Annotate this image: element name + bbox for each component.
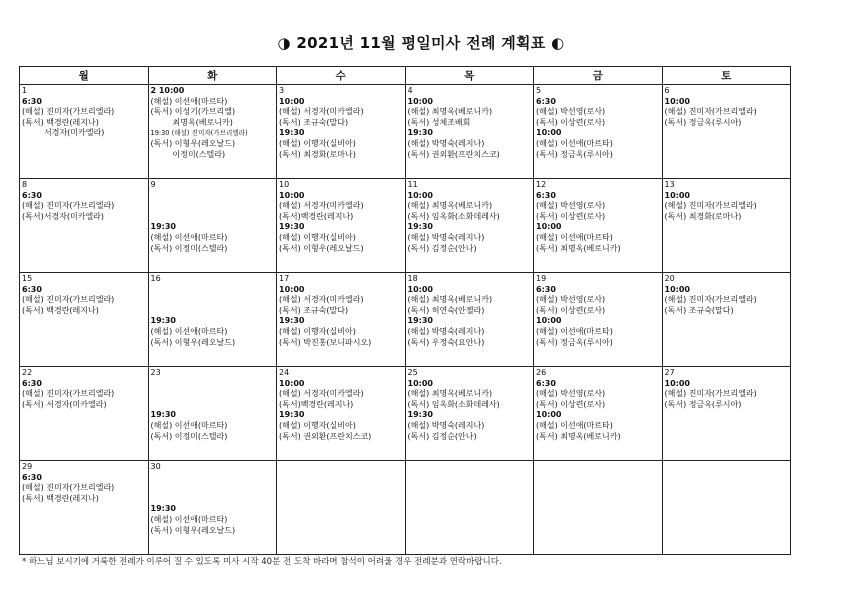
assignment-line: (해설) 이행자(실비아) <box>279 232 356 242</box>
day-number: 17 <box>279 274 290 283</box>
assignment-line: (독서) 정금옥(루시아) <box>536 337 613 347</box>
mass-time: 10:00 <box>407 96 433 106</box>
assignment-line: (독서) 이정미(스텔라) <box>150 243 228 253</box>
mass-time: 6:30 <box>22 284 42 294</box>
assignment-line: (독서) 김정순(안나) <box>407 431 477 441</box>
day-cell <box>534 179 663 273</box>
mass-time: 10:00 <box>536 128 562 138</box>
spacer <box>151 494 275 505</box>
assignment-line: (해설) 서경자(미카엘라) <box>279 201 364 211</box>
assignment-line: (독서) 이정미(스텔라) <box>150 431 228 441</box>
assignment-line: (해설) 박명숙(레지나) <box>407 232 485 242</box>
day-cell <box>534 273 663 367</box>
mass-time: 19:30 <box>150 316 176 326</box>
mass-time: 6:30 <box>22 472 42 482</box>
week-row <box>20 179 791 273</box>
mass-time: 19:30 <box>279 316 305 326</box>
mass-time: 10:00 <box>279 378 305 388</box>
mass-time: 10:00 <box>664 284 690 294</box>
assignment-line: (해설) 최명옥(베로니카) <box>407 295 493 305</box>
day-cell <box>534 367 663 461</box>
assignment-line: (해설) 박선영(로사) <box>536 107 606 117</box>
mass-time: 10:00 <box>279 96 305 106</box>
assignment-line: (해설) 진미자(가브리엘라) <box>22 295 115 305</box>
mass-time: 10:00 <box>407 284 433 294</box>
mass-time: 10:00 <box>279 284 305 294</box>
assignment-line: (해설) 이선애(마르타) <box>150 232 228 242</box>
day-cell <box>534 461 663 555</box>
assignment-line: (해설) 박선영(로사) <box>536 201 606 211</box>
mass-time: 6:30 <box>22 190 42 200</box>
mass-time: 6:30 <box>536 284 556 294</box>
weekday-thu: 목 <box>405 67 534 85</box>
day-cell <box>148 367 277 461</box>
week-row <box>20 367 791 461</box>
assignment-line: (독서) 이형우(레오날드) <box>279 243 364 253</box>
assignment-line: (해설) 서경자(미카엘라) <box>279 389 364 399</box>
assignment-line: (해설) 서경자(미카엘라) <box>279 107 364 117</box>
day-number: 23 <box>150 368 161 377</box>
mass-time: 6:30 <box>536 96 556 106</box>
assignment-line: (해설) 이선애(마르타) <box>150 420 228 430</box>
day-cell <box>277 367 406 461</box>
day-cell <box>662 85 791 179</box>
day-cell <box>662 461 791 555</box>
footnote: * 하느님 보시기에 거룩한 전례가 이루어 질 수 있도록 미사 시작 40분 전 도착 바라며 참석이 어려울 경우 전례분과 연락바랍니다. <box>22 557 502 567</box>
day-number: 25 <box>407 368 418 377</box>
assignment-line: (독서) 서경자(미카엘라) <box>22 399 107 409</box>
weekday-fri: 금 <box>534 67 663 85</box>
mass-time: 10:00 <box>664 378 690 388</box>
spacer <box>151 483 275 494</box>
assignment-line: (해설) 이선애(마르타) <box>150 514 228 524</box>
spacer <box>151 212 275 223</box>
spacer <box>151 295 275 306</box>
week-row <box>20 85 791 179</box>
day-number: 11 <box>407 180 418 189</box>
assignment-line: 19:30 (해설) 진미자(가브리엘라) <box>150 129 248 138</box>
assignment-line: (독서) 조규숙(말다) <box>664 305 734 315</box>
day-cell <box>277 179 406 273</box>
spacer <box>151 473 275 484</box>
assignment-line: (해설) 이행자(실비아) <box>279 326 356 336</box>
day-cell <box>20 273 149 367</box>
assignment-line: (독서) 백경란(레지나) <box>22 305 99 315</box>
assignment-line: (해설) 진미자(가브리엘라) <box>22 107 115 117</box>
assignment-line: (독서)서경자(미카엘라) <box>22 211 105 221</box>
assignment-line: (독서) 백경란(레지나) <box>22 493 99 503</box>
weekday-wed: 수 <box>277 67 406 85</box>
assignment-line: (독서) 최경화(로마나) <box>664 211 742 221</box>
assignment-line: (독서) 권외환(프란치스코) <box>407 149 500 159</box>
assignment-line: (해설) 진미자(가브리엘라) <box>22 389 115 399</box>
day-number: 13 <box>664 180 675 189</box>
mass-time: 10:00 <box>536 410 562 420</box>
assignment-line: (독서) 이형우(레오날드) <box>150 337 236 347</box>
weekday-mon: 월 <box>20 67 149 85</box>
day-number: 10 <box>279 180 290 189</box>
assignment-line: 이정미(스텔라) <box>172 149 226 159</box>
assignment-line: (해설) 최명옥(베로니카) <box>407 107 493 117</box>
day-number: 26 <box>536 368 547 377</box>
assignment-line: (독서) 조규숙(말다) <box>279 305 349 315</box>
spacer <box>151 400 275 411</box>
assignment-line: (해설) 이선애(마르타) <box>150 326 228 336</box>
mass-time: 10:00 <box>407 378 433 388</box>
mass-time: 10:00 <box>664 96 690 106</box>
day-cell <box>277 85 406 179</box>
day-number: 1 <box>22 86 28 95</box>
mass-time: 10:00 <box>664 190 690 200</box>
mass-time: 10:00 <box>536 222 562 232</box>
day-cell <box>534 85 663 179</box>
day-number: 30 <box>150 462 161 471</box>
assignment-line: (해설) 진미자(가브리엘라) <box>664 389 757 399</box>
spacer <box>151 201 275 212</box>
mass-time: 6:30 <box>536 190 556 200</box>
mass-time: 6:30 <box>22 96 42 106</box>
assignment-line: (해설) 이선애(마르타) <box>150 96 228 106</box>
mass-time: 19:30 <box>279 410 305 420</box>
assignment-line: (독서) 조규숙(말다) <box>279 117 349 127</box>
assignment-line: (독서) 이상련(로사) <box>536 211 606 221</box>
day-number: 20 <box>664 274 675 283</box>
assignment-line: (독서) 백경란(레지나) <box>22 117 99 127</box>
weekday-tue: 화 <box>148 67 277 85</box>
day-number: 8 <box>22 180 28 189</box>
week-row <box>20 461 791 555</box>
day-number: 27 <box>664 368 675 377</box>
mass-time: 19:30 <box>150 222 176 232</box>
assignment-line: (독서) 이상련(로사) <box>536 117 606 127</box>
assignment-line: (해설) 최명옥(베로니카) <box>407 389 493 399</box>
assignment-line: (독서) 이상련(로사) <box>536 305 606 315</box>
day-number: 29 <box>22 462 33 471</box>
assignment-line: (독서) 최명옥(베로니카) <box>536 243 621 253</box>
assignment-line: (해설) 진미자(가브리엘라) <box>664 295 757 305</box>
day-cell <box>662 367 791 461</box>
day-cell <box>277 273 406 367</box>
mass-time: 6:30 <box>22 378 42 388</box>
assignment-line: (독서) 권외환(프란치스코) <box>279 431 372 441</box>
assignment-line: (독서) 성체조배회 <box>407 117 471 127</box>
assignment-line: (독서)백경란(레지나) <box>279 399 354 409</box>
spacer <box>151 389 275 400</box>
mass-time: 10:00 <box>279 190 305 200</box>
assignment-line: (독서) 이형우(레오날드) <box>150 525 236 535</box>
day-cell <box>148 85 277 179</box>
assignment-line: (독서) 임옥화(소화데레사) <box>407 399 500 409</box>
assignment-line: (해설) 최명옥(베로니카) <box>407 201 493 211</box>
assignment-line: (해설) 박명숙(레지나) <box>407 420 485 430</box>
day-number: 6 <box>664 86 670 95</box>
mass-time: 19:30 <box>407 222 433 232</box>
assignment-line: (독서) 최경화(로마나) <box>279 149 356 159</box>
assignment-line: (독서) 이성기(가브리엘) <box>150 107 236 117</box>
assignment-line: (독서) 박진홍(보니파시오) <box>279 337 372 347</box>
day-number: 12 <box>536 180 547 189</box>
mass-time: 19:30 <box>150 410 176 420</box>
day-cell <box>405 461 534 555</box>
assignment-line: (해설) 진미자(가브리엘라) <box>664 107 757 117</box>
mass-time: 6:30 <box>536 378 556 388</box>
day-number: 5 <box>536 86 542 95</box>
assignment-line: (독서)백경란(레지나) <box>279 211 354 221</box>
calendar-table <box>19 66 791 555</box>
mass-time: 19:30 <box>279 222 305 232</box>
spacer <box>151 191 275 202</box>
assignment-line: (독서) 허연숙(안젤라) <box>407 305 485 315</box>
assignment-line: (해설) 이선애(마르타) <box>536 138 613 148</box>
assignment-line: (해설) 이행자(실비아) <box>279 420 356 430</box>
day-cell <box>405 85 534 179</box>
assignment-line: (독서) 이상련(로사) <box>536 399 606 409</box>
day-number: 18 <box>407 274 418 283</box>
assignment-line: (독서) 정금옥(루시아) <box>536 149 613 159</box>
weekday-header-row <box>20 67 791 85</box>
mass-time: 2 10:00 <box>150 86 185 95</box>
assignment-line: (해설) 이선애(마르타) <box>536 232 613 242</box>
day-cell <box>148 461 277 555</box>
weekday-sat: 토 <box>662 67 791 85</box>
assignment-line: 최명옥(베로니카) <box>172 117 233 127</box>
day-number: 19 <box>536 274 547 283</box>
day-cell <box>20 85 149 179</box>
assignment-line: (독서) 이형우(레오날드) <box>150 138 236 148</box>
mass-time: 19:30 <box>279 128 305 138</box>
spacer <box>151 379 275 390</box>
week-row <box>20 273 791 367</box>
assignment-line: (독서) 김정순(안나) <box>407 243 477 253</box>
day-number: 15 <box>22 274 33 283</box>
assignment-line: (해설) 박명숙(레지나) <box>407 138 485 148</box>
day-number: 4 <box>407 86 413 95</box>
day-cell <box>20 179 149 273</box>
day-cell <box>405 273 534 367</box>
assignment-line: (해설) 이행자(실비아) <box>279 138 356 148</box>
mass-time: 10:00 <box>536 316 562 326</box>
assignment-line: (해설) 이선애(마르타) <box>536 326 613 336</box>
day-cell <box>405 179 534 273</box>
assignment-line: (독서) 정금옥(루시아) <box>664 117 742 127</box>
day-number: 3 <box>279 86 285 95</box>
assignment-line: (해설) 박선영(로사) <box>536 389 606 399</box>
day-cell <box>148 273 277 367</box>
day-cell <box>20 367 149 461</box>
day-cell <box>662 179 791 273</box>
page-title: ◑ 2021년 11월 평일미사 전례 계획표 ◐ <box>277 34 565 52</box>
assignment-line: (해설) 이선애(마르타) <box>536 420 613 430</box>
day-number: 22 <box>22 368 33 377</box>
mass-time: 19:30 <box>407 316 433 326</box>
mass-time: 19:30 <box>150 504 176 514</box>
mass-time: 19:30 <box>407 128 433 138</box>
assignment-line: (해설) 서경자(미카엘라) <box>279 295 364 305</box>
assignment-line: (독서) 정금옥(루시아) <box>664 399 742 409</box>
assignment-line: (독서) 최명옥(베로니카) <box>536 431 621 441</box>
assignment-line: (독서) 우정숙(요안나) <box>407 337 485 347</box>
assignment-line: (독서) 임옥화(소화데레사) <box>407 211 500 221</box>
day-number: 16 <box>150 274 161 283</box>
spacer <box>151 285 275 296</box>
assignment-line: (해설) 진미자(가브리엘라) <box>22 483 115 493</box>
assignment-line: (해설) 진미자(가브리엘라) <box>664 201 757 211</box>
assignment-line: (해설) 진미자(가브리엘라) <box>22 201 115 211</box>
day-number: 24 <box>279 368 290 377</box>
assignment-line: 서경자(미카엘라) <box>44 128 105 138</box>
day-cell <box>662 273 791 367</box>
assignment-line: (해설) 박선영(로사) <box>536 295 606 305</box>
day-cell <box>277 461 406 555</box>
assignment-line: (해설) 박명숙(레지나) <box>407 326 485 336</box>
mass-time: 10:00 <box>407 190 433 200</box>
mass-time: 19:30 <box>407 410 433 420</box>
day-number: 9 <box>150 180 156 189</box>
day-cell <box>148 179 277 273</box>
day-cell <box>405 367 534 461</box>
spacer <box>151 306 275 317</box>
day-cell <box>20 461 149 555</box>
